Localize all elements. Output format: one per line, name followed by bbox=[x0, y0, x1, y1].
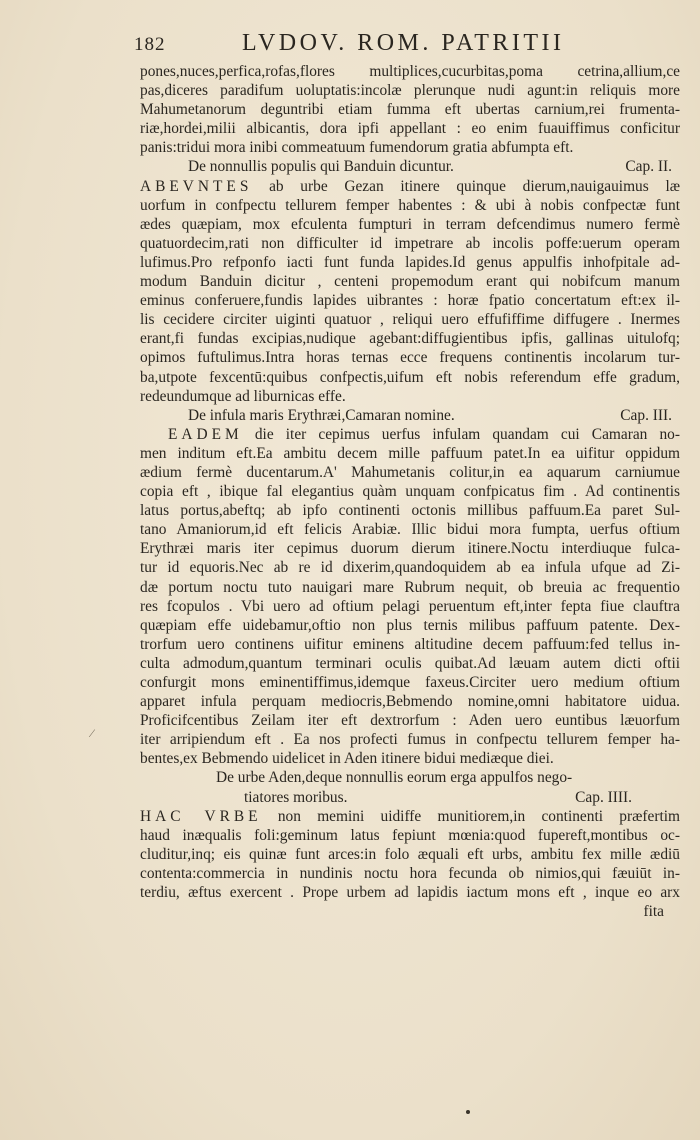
margin-mark: ⁄ bbox=[91, 726, 94, 740]
text-line bbox=[140, 177, 680, 196]
chapter-4 bbox=[140, 768, 680, 921]
text-line: bentes,ex Bebmendo uidelicet in Aden itinere bidui mediæque diei. bbox=[140, 750, 554, 768]
chapter-number: Cap. II. bbox=[625, 158, 672, 176]
text-line: ba,utpote fexcentū:quibus confpectis,uifum eft nobis referendum effe gradum, bbox=[140, 368, 680, 386]
text-line: eminus conferuere,fundis lapides uibrantes : horæ fpatio concertatum eft:ex il- bbox=[140, 292, 680, 310]
chapter-number: Cap. III. bbox=[620, 406, 672, 424]
text-line: quatuordecim,rati non difficulter id impetrare ab incolis poffe:uerum operam bbox=[140, 234, 680, 252]
text-line: Proficifcentibus Zeilam iter eft dextrorfum : Aden uero euntibus læuorfum bbox=[140, 712, 680, 730]
text-line: Erythræi maris iter cepimus duorum dierum itinere.Noctu interdiuque fulca- bbox=[140, 540, 680, 558]
text-fragment: ab urbe Gezan itinere quinque dierum,nauigauimus læ bbox=[269, 177, 680, 195]
text-line: terdiu, æftus exercent . Prope urbem ad lapidis iactum mons eft , inque eo arx bbox=[140, 884, 680, 902]
text-line bbox=[140, 425, 680, 444]
text-line: riæ,hordei,milii albicantis, dora ipfi appellant : eo enim fuauiffimus conficitur bbox=[140, 120, 680, 138]
opening-word: ABEVNTES bbox=[140, 177, 253, 195]
chapter-title: De nonnullis populis qui Banduin dicuntur. bbox=[188, 158, 454, 176]
text-line: ædes quæpiam, mox efculenta fumpturi in terram defcendimus numero fermè bbox=[140, 215, 680, 233]
text-line: trorfum uero continens uifitur eminens altitudine decem paffuum:fed tellus in- bbox=[140, 635, 680, 653]
intro-paragraph bbox=[140, 62, 680, 157]
chapter-2 bbox=[140, 157, 680, 405]
text-line: pones,nuces,perfica,rofas,flores multiplices,cucurbitas,poma cetrina,allium,ce bbox=[140, 63, 680, 80]
page-number: 182 bbox=[134, 34, 166, 55]
chapter-title: De infula maris Erythræi,Camaran nomine. bbox=[188, 406, 455, 424]
text-line: redeundumque ad liburnicas effe. bbox=[140, 387, 346, 405]
catchword: fita bbox=[643, 903, 664, 921]
text-line: tur id equoris.Nec ab re id dixerim,quandoquidem ab ea infula ufque ad Zi- bbox=[140, 559, 680, 577]
text-line: iter arripiendum eft . Ea nos profecti fumus in confpectu tellurem femper ha- bbox=[140, 731, 680, 749]
text-line: apparet infula perquam mediocris,Bebmendo nomine,omni habitatore uidua. bbox=[140, 693, 680, 711]
chapter-heading bbox=[140, 768, 680, 787]
chapter-heading-continued bbox=[140, 788, 680, 807]
chapter-title-continued: tiatores moribus. bbox=[244, 788, 348, 806]
text-line: contenta:commercia in nundinis noctu hora fecunda ob nimios,qui fæuiūt in- bbox=[140, 864, 680, 882]
text-line: uorfum in confpectu tellurem femper habentes : & ubi à nobis confpectæ funt bbox=[140, 196, 680, 214]
text-line: men inditum eft.Ea ambitu decem mille paffuum patet.In ea uifitur oppidum bbox=[140, 444, 680, 462]
text-line: latus portus,abeftq; ab ipfo continenti octonis millibus paffuum.Ea paret Sul- bbox=[140, 502, 680, 520]
text-line: dæ portum noctu tuto nauigari mare Rubrum nequit, ob breuia ac frequentio bbox=[140, 578, 680, 596]
text-line: lufimus.Pro refponfo iacti funt funda lapides.Id genus appulfis inhofpitale ad- bbox=[140, 253, 680, 271]
text-line: copia eft , ibique fal elegantius quàm unquam confpicatus fim . Ad continentis bbox=[140, 483, 680, 501]
chapter-heading bbox=[140, 406, 680, 425]
text-line: lis cecidere circiter uiginti quatuor , reliqui uero effufiffime diffugere . Inermes bbox=[140, 311, 680, 329]
text-fragment: die iter cepimus uerfus infulam quandam cui Camaran no- bbox=[254, 425, 680, 443]
text-line: cluditur,inq; eis quinæ funt arces:in folo æquali eft urbs, ambitu fex mille ædiū bbox=[140, 845, 680, 863]
text-line: tano Amaniorum,id eft felicis Arabiæ. Illic bidui mora fumpta, uerfus oftium bbox=[140, 521, 680, 539]
chapter-3 bbox=[140, 406, 680, 769]
chapter-title: De urbe Aden,deque nonnullis eorum erga appulfos nego- bbox=[216, 769, 573, 787]
text-line: erant,fi fundas excipias,nudique agebant:diffugientibus ipfis, gallinas uitulofq; bbox=[140, 330, 680, 348]
text-line: quæpiam effe uidebamur,oftio non plus ternis milibus paffuum patente. Dex- bbox=[140, 616, 680, 634]
text-line: res fcopulos . Vbi uero ad oftium pelagi peruentum eft,inter fepta fiue clauftra bbox=[140, 597, 680, 615]
text-line: modum Banduin dicitur , centeni propemodum erant qui nobifcum manum bbox=[140, 273, 680, 291]
running-title: LVDOV. ROM. PATRITII bbox=[242, 30, 565, 56]
opening-word: HAC VRBE bbox=[140, 807, 262, 825]
text-line bbox=[140, 807, 680, 826]
text-line: haud inæqualis foli:geminum latus fepiunt mœnia:quod fupereft,montibus oc- bbox=[140, 826, 680, 844]
text-fragment: non memini uidiffe munitiorem,in continenti præfertim bbox=[277, 807, 680, 825]
page-dot bbox=[466, 1110, 470, 1114]
chapter-number: Cap. IIII. bbox=[575, 788, 632, 806]
text-line: Mahumetanorum deguntribi etiam fumma eft ubertas carnium,rei frumenta- bbox=[140, 101, 680, 119]
text-line: ædium fermè ducentarum.A' Mahumetanis colitur,in ea aquarum carniumue bbox=[140, 463, 680, 481]
text-line: pas,diceres paradifum uoluptatis:incolæ plerunque nudi agunt:in reliquis more bbox=[140, 82, 680, 100]
opening-word: EADEM bbox=[168, 425, 243, 443]
chapter-heading bbox=[140, 157, 680, 176]
text-block bbox=[140, 62, 680, 921]
running-head bbox=[0, 30, 700, 60]
text-line: culta admodum,quantum terminari oculis quibat.Ad læuam autem dicti oftii bbox=[140, 654, 680, 672]
text-line: opimos fuftulimus.Intra horas ternas ecce frequens continentis incolarum tur- bbox=[140, 349, 680, 367]
text-line: panis:tridui mora inibi commeatuum fumendorum gratia abfumpta eft. bbox=[140, 139, 574, 157]
text-line: confurgit mons eminentiffimus,idemque faxeus.Circiter uero medium oftium bbox=[140, 674, 680, 691]
